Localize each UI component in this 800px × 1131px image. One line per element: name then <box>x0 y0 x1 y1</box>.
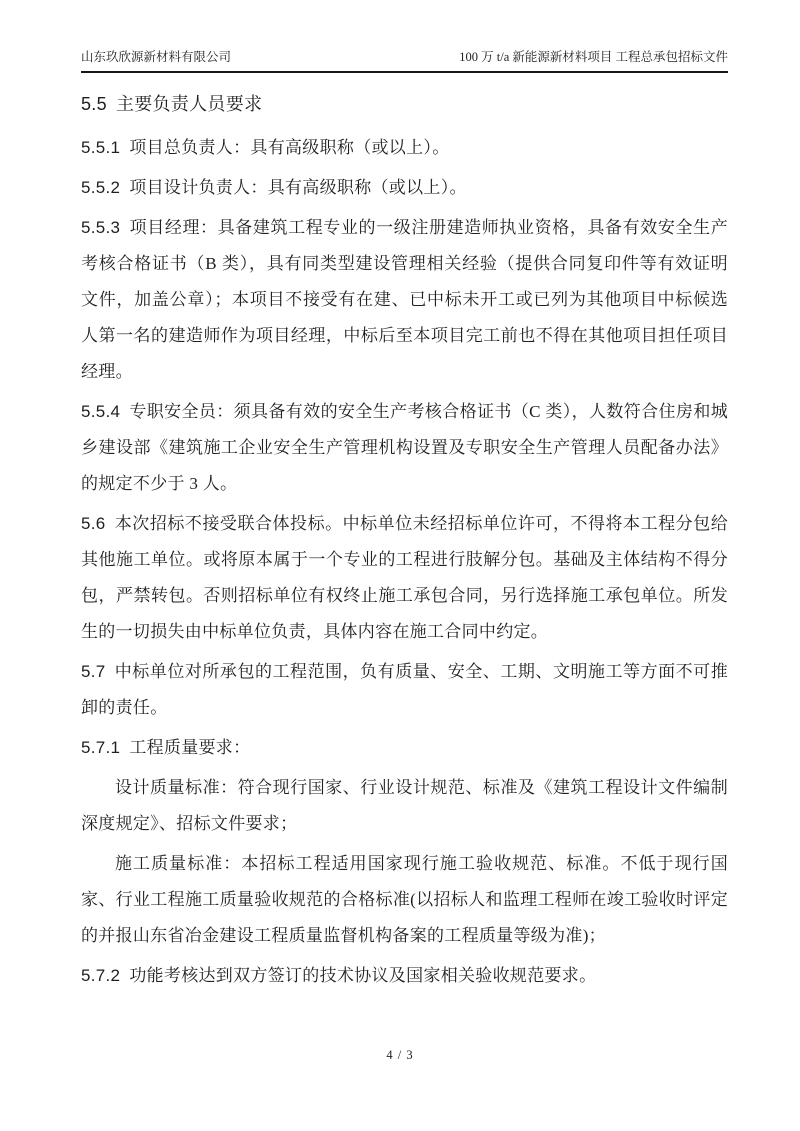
clause-text: 中标单位对所承包的工程范围，负有质量、安全、工期、文明施工等方面不可推卸的责任。 <box>81 662 728 717</box>
clause-number: 5.5.4 <box>81 402 121 421</box>
clause-number: 5.7 <box>81 662 106 681</box>
clause-text: 工程质量要求： <box>129 738 251 757</box>
paragraph-5-7-2 <box>81 958 728 994</box>
section-number: 5.5 <box>81 94 107 114</box>
clause-number: 5.6 <box>81 514 106 533</box>
clause-number: 5.5.1 <box>81 138 121 157</box>
paragraph-5-7-1 <box>81 730 728 766</box>
header-document-title: 100 万 t/a 新能源新材料项目 工程总承包招标文件 <box>459 50 728 64</box>
page-number: 4 / 3 <box>386 1048 414 1062</box>
section-title: 主要负责人员要求 <box>115 94 263 114</box>
clause-text: 本次招标不接受联合体投标。中标单位未经招标单位许可，不得将本工程分包给其他施工单位。或将原本属于一个专业的工程进行肢解分包。基础及主体结构不得分包，严禁转包。否则招标单位有权终止施工承包合同，另行选择施工承包单位。所发生的一切损失由中标单位负责，具体内容在施工合同中约定。 <box>81 514 728 641</box>
clause-text: 设计质量标准：符合现行国家、行业设计规范、标准及《建筑工程设计文件编制深度规定》、招标文件要求； <box>81 778 728 833</box>
clause-text: 项目经理：具备建筑工程专业的一级注册建造师执业资格，具备有效安全生产考核合格证书（B 类），具有同类型建设管理相关经验（提供合同复印件等有效证明文件，加盖公章）；本项目不接受有在建、已中标未开工或已列为其他项目中标候选人第一名的建造师作为项目经理，中标后至本项目完工前也不得在其他项目担任项目经理。 <box>81 218 728 381</box>
paragraph-5-5-4 <box>81 394 728 502</box>
clause-number: 5.5.2 <box>81 178 121 197</box>
paragraph-5-5-1 <box>81 130 728 166</box>
section-heading-5-5 <box>81 85 728 123</box>
page-header <box>81 48 728 73</box>
clause-number: 5.5.3 <box>81 218 121 237</box>
clause-number: 5.7.2 <box>81 966 121 985</box>
paragraph-construction-quality <box>81 846 728 954</box>
paragraph-5-7 <box>81 654 728 726</box>
clause-text: 专职安全员：须具备有效的安全生产考核合格证书（C 类），人数符合住房和城乡建设部《建筑施工企业安全生产管理机构设置及专职安全生产管理人员配备办法》的规定不少于 3 人。 <box>81 402 728 493</box>
clause-text: 功能考核达到双方签订的技术协议及国家相关验收规范要求。 <box>129 966 597 985</box>
paragraph-5-5-2 <box>81 170 728 206</box>
clause-text: 项目设计负责人：具有高级职称（或以上）。 <box>129 178 467 197</box>
paragraph-5-6 <box>81 506 728 650</box>
header-company-name: 山东玖欣源新材料有限公司 <box>81 50 232 64</box>
clause-text: 项目总负责人：具有高级职称（或以上）。 <box>129 138 450 157</box>
clause-number: 5.7.1 <box>81 738 121 757</box>
paragraph-design-quality <box>81 770 728 842</box>
page-footer <box>0 1048 800 1063</box>
document-body <box>81 73 728 994</box>
clause-text: 施工质量标准：本招标工程适用国家现行施工验收规范、标准。不低于现行国家、行业工程施工质量验收规范的合格标准(以招标人和监理工程师在竣工验收时评定的并报山东省冶金建设工程质量监督机构备案的工程质量等级为准)； <box>81 854 728 945</box>
paragraph-5-5-3 <box>81 210 728 390</box>
